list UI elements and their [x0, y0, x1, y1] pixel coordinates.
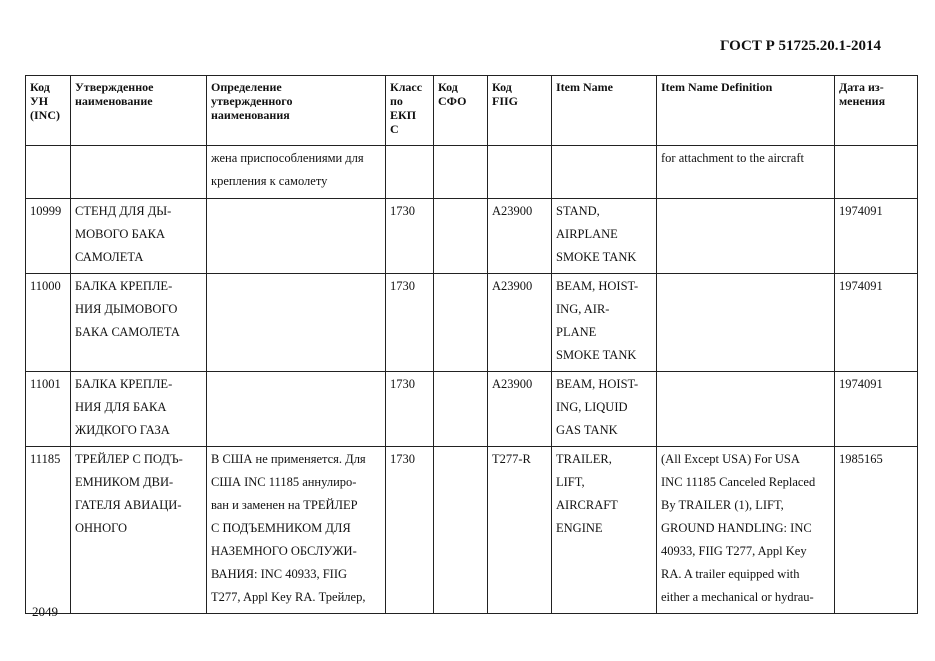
cell-inc: 11185	[26, 447, 71, 614]
cell-name-ru: ТРЕЙЛЕР С ПОДЪ- ЕМНИКОМ ДВИ- ГАТЕЛЯ АВИАЦИ- ОННОГО	[71, 447, 207, 614]
cell-inc	[26, 146, 71, 199]
cell-item-name: TRAILER, LIFT, AIRCRAFT ENGINE	[552, 447, 657, 614]
page-number: 2049	[32, 604, 58, 619]
table-header-row	[26, 76, 918, 146]
cell-inc: 11000	[26, 274, 71, 372]
cell-name-ru: БАЛКА КРЕПЛЕ- НИЯ ДЛЯ БАКА ЖИДКОГО ГАЗА	[71, 372, 207, 447]
table-row	[26, 447, 918, 614]
cell-sfo	[434, 146, 488, 199]
cell-class: 1730	[386, 199, 434, 274]
cell-sfo	[434, 199, 488, 274]
cell-item-definition: (All Except USA) For USA INC 11185 Canceled Replaced By TRAILER (1), LIFT, GROUND HANDLING: INC 40933, FIIG T277, Appl Key RA. A trailer equipped with either a mechanical or hydrau-	[657, 447, 835, 614]
cell-definition-ru	[207, 372, 386, 447]
cell-fiig: A23900	[488, 199, 552, 274]
cell-definition-ru	[207, 199, 386, 274]
cell-fiig: A23900	[488, 372, 552, 447]
cell-item-definition	[657, 372, 835, 447]
cell-fiig	[488, 146, 552, 199]
cell-class	[386, 146, 434, 199]
cell-class: 1730	[386, 274, 434, 372]
cell-item-name: BEAM, HOIST- ING, LIQUID GAS TANK	[552, 372, 657, 447]
inc-registry-table	[25, 75, 918, 614]
cell-item-name	[552, 146, 657, 199]
cell-sfo	[434, 447, 488, 614]
cell-name-ru	[71, 146, 207, 199]
table-row	[26, 372, 918, 447]
cell-date: 1974091	[835, 372, 918, 447]
cell-date: 1985165	[835, 447, 918, 614]
cell-sfo	[434, 274, 488, 372]
table-row	[26, 199, 918, 274]
cell-item-definition	[657, 274, 835, 372]
cell-inc: 10999	[26, 199, 71, 274]
cell-class: 1730	[386, 447, 434, 614]
cell-name-ru: БАЛКА КРЕПЛЕ- НИЯ ДЫМОВОГО БАКА САМОЛЕТА	[71, 274, 207, 372]
cell-fiig: T277-R	[488, 447, 552, 614]
cell-definition-ru: жена приспособлениями для крепления к самолету	[207, 146, 386, 199]
cell-name-ru: СТЕНД ДЛЯ ДЫ- МОВОГО БАКА САМОЛЕТА	[71, 199, 207, 274]
table-row	[26, 146, 918, 199]
cell-item-name: BEAM, HOIST- ING, AIR- PLANE SMOKE TANK	[552, 274, 657, 372]
column-header-sfo: Код СФО	[434, 76, 488, 146]
column-header-item-name-definition: Item Name Definition	[657, 76, 835, 146]
cell-class: 1730	[386, 372, 434, 447]
cell-definition-ru	[207, 274, 386, 372]
column-header-item-name: Item Name	[552, 76, 657, 146]
table-row	[26, 274, 918, 372]
cell-definition-ru: В США не применяется. Для США INC 11185 аннулиро- ван и заменен на ТРЕЙЛЕР С ПОДЪЕМНИКОМ ДЛЯ НАЗЕМНОГО ОБСЛУЖИ- ВАНИЯ: INC 40933, FIIG T277, Appl Key RA. Трейлер,	[207, 447, 386, 614]
column-header-approved-name: Утвержденное наименование	[71, 76, 207, 146]
column-header-fiig: Код FIIG	[488, 76, 552, 146]
cell-fiig: A23900	[488, 274, 552, 372]
cell-sfo	[434, 372, 488, 447]
column-header-inc: Код УН (INC)	[26, 76, 71, 146]
column-header-definition: Определение утвержденного наименования	[207, 76, 386, 146]
document-header: ГОСТ Р 51725.20.1-2014	[720, 38, 882, 54]
cell-date	[835, 146, 918, 199]
cell-date: 1974091	[835, 199, 918, 274]
column-header-class: Класс по ЕКП С	[386, 76, 434, 146]
cell-inc: 11001	[26, 372, 71, 447]
column-header-change-date: Дата из- менения	[835, 76, 918, 146]
cell-item-name: STAND, AIRPLANE SMOKE TANK	[552, 199, 657, 274]
cell-item-definition: for attachment to the aircraft	[657, 146, 835, 199]
cell-date: 1974091	[835, 274, 918, 372]
cell-item-definition	[657, 199, 835, 274]
